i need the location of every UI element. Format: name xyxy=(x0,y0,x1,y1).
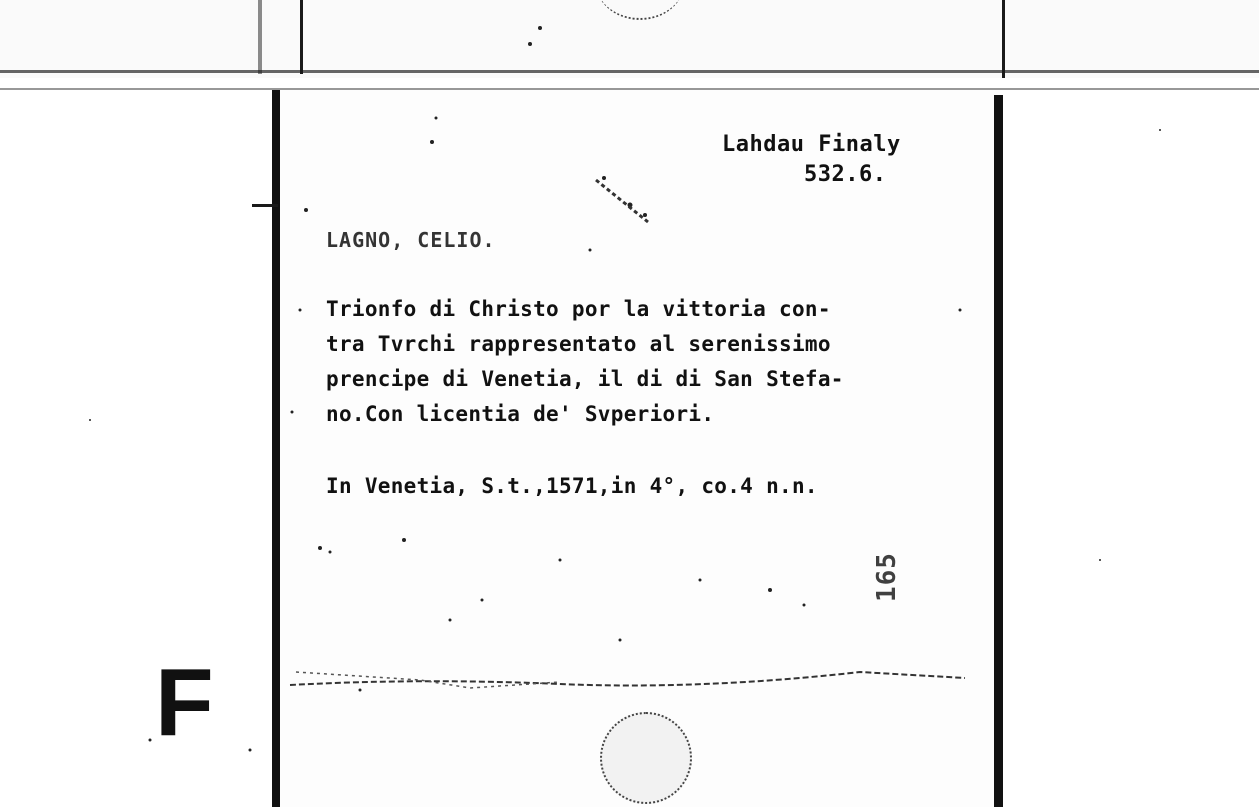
title-line: Trionfo di Christo por la vittoria con- xyxy=(326,297,831,321)
call-number-shelf: 532.6. xyxy=(804,162,887,187)
title-line: prencipe di Venetia, il di di San Stefa- xyxy=(326,367,844,391)
stamp-number: 165 xyxy=(872,552,902,602)
margin-letter: F xyxy=(155,649,214,756)
title-line: no.Con licentia de' Svperiori. xyxy=(326,402,715,426)
imprint-line: In Venetia, S.t.,1571,in 4°, co.4 n.n. xyxy=(326,474,818,498)
author-heading: LAGNO, CELIO. xyxy=(326,228,496,252)
title-line: tra Tvrchi rappresentato al serenissimo xyxy=(326,332,831,356)
call-number-collection: Lahdau Finaly xyxy=(722,132,901,157)
